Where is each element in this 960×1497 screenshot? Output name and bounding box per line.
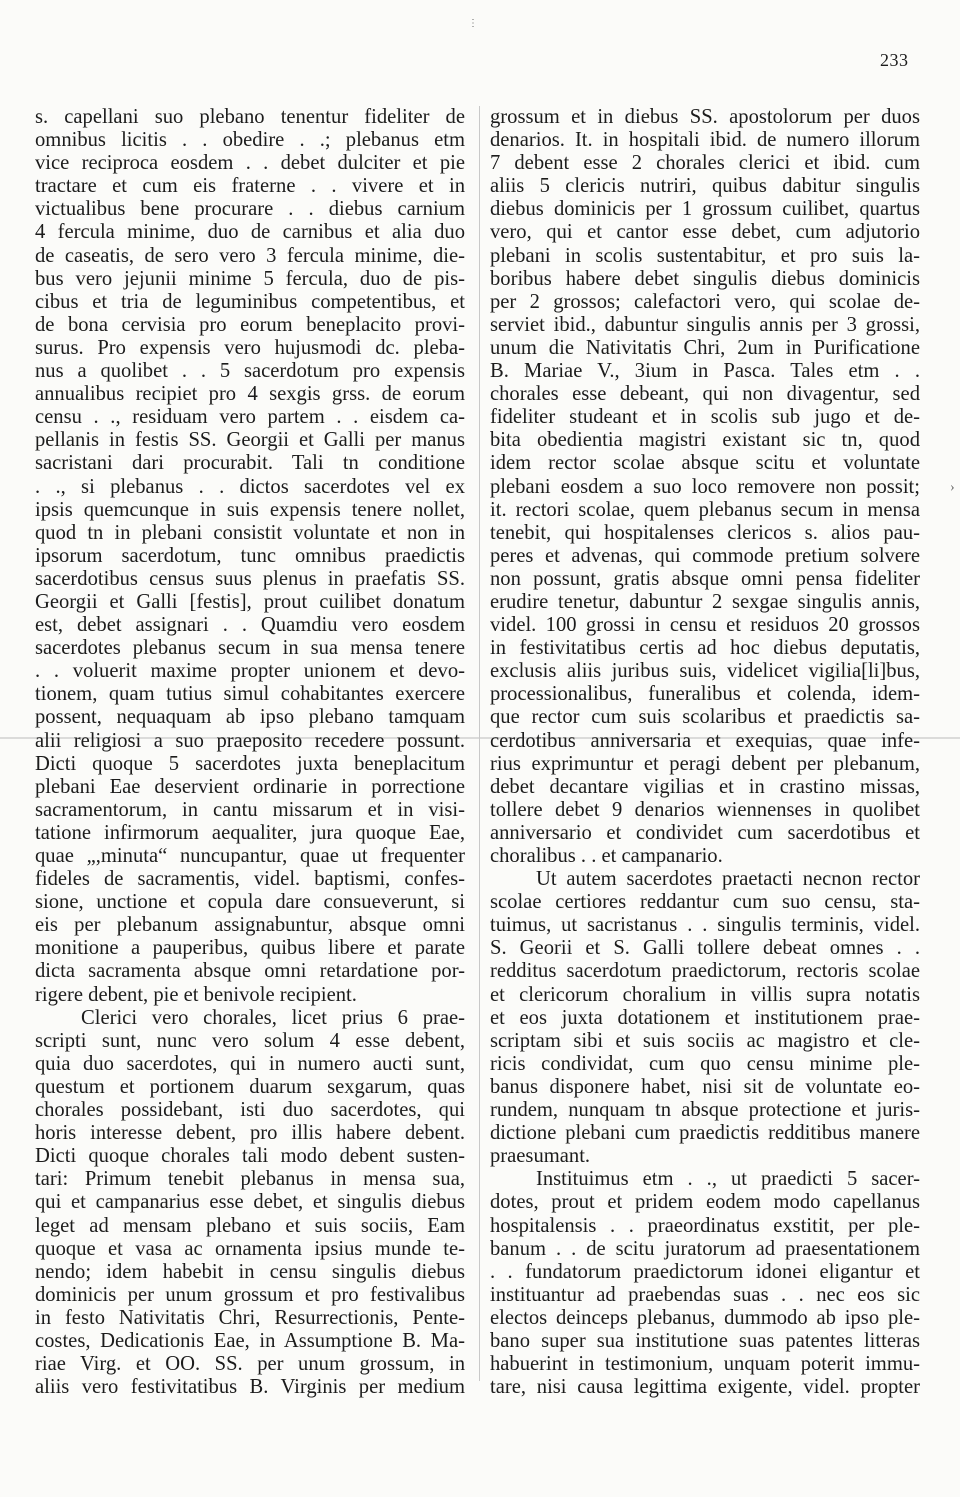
text-line: denarios. It. in hospitali ibid. de numero illorum bbox=[490, 129, 920, 152]
text-line: ipsis quemcunque in suis expensis tenere nollet, bbox=[35, 498, 465, 521]
text-line: sacramentorum, in cantu missarum et in visi- bbox=[35, 798, 465, 821]
text-line: tari: Primum tenebit plebanus in mensa sua, bbox=[35, 1168, 465, 1191]
text-line: choralibus . . et campanario. bbox=[490, 845, 723, 867]
text-line: . . voluerit maxime propter unionem et devo- bbox=[35, 660, 465, 683]
scan-speck: ⋮ bbox=[468, 18, 478, 29]
text-line: exclusis aliis juribus suis, videlicet vigilia[li]bus, bbox=[490, 660, 920, 683]
scan-speck: › bbox=[950, 480, 955, 495]
text-line: habuerint in testimonium, unquam poterit immu- bbox=[490, 1353, 920, 1376]
text-line: banus disponere habet, nisi sit de voluntate eo- bbox=[490, 1075, 920, 1098]
text-line: tollere debet 9 denarios wiennenses in quolibet bbox=[490, 798, 920, 821]
text-line: alii religiosi a suo praeposito recedere possunt. bbox=[35, 729, 465, 752]
text-line: ipsorum sacerdotum, tunc omnibus praedictis bbox=[35, 544, 465, 567]
text-line: scripti sunt, nunc vero solum 4 esse debent, bbox=[35, 1029, 465, 1052]
text-line: unum die Nativitatis Chri, 2um in Purificatione bbox=[490, 336, 920, 359]
text-line: et eos juxta dotationem et institutionem prae- bbox=[490, 1006, 920, 1029]
text-line: plebani eosdem a suo loco removere non possit; bbox=[490, 475, 920, 498]
page-number: 233 bbox=[880, 50, 909, 70]
text-line: et clericorum choralium in villis supra notatis bbox=[490, 983, 920, 1006]
text-line: diebus dominicis per 1 grossum cuilibet, quartus bbox=[490, 198, 920, 221]
text-line: Dicti quoque chorales tali modo debent susten- bbox=[35, 1145, 465, 1168]
text-line: de caseatis, de sero vero 3 fercula minime, die- bbox=[35, 244, 465, 267]
text-line: anniversario et condividet cum sacerdotibus et bbox=[490, 821, 920, 844]
text-line: omnibus licitis . . obedire . .; plebanus etm bbox=[35, 129, 465, 152]
text-line: 4 fercula minime, duo de carnibus et alia duo bbox=[35, 221, 465, 244]
text-line: annualibus recipiet pro 4 sexgis grss. de eorum bbox=[35, 383, 465, 406]
text-line: sione, unctione et copula dare consueverunt, si bbox=[35, 891, 465, 914]
text-line: de bona cervisia pro eorum beneplacito provi- bbox=[35, 313, 465, 336]
text-line: banum . . de scitu juratorum ad praesentationem bbox=[490, 1237, 920, 1260]
text-line: plebani in scolis sustentabitur, et pro suis la- bbox=[490, 244, 920, 267]
text-line: qui et campanarius esse debet, et singulis diebus bbox=[35, 1191, 465, 1214]
text-line: . . fundatorum praedictorum idonei eligantur et bbox=[490, 1260, 920, 1283]
right-text-column bbox=[490, 106, 920, 1399]
text-line: B. Mariae V., 3ium in Pasca. Tales etm . . bbox=[490, 360, 920, 383]
text-line: . ., si plebanus . . dictos sacerdotes vel ex bbox=[35, 475, 465, 498]
text-line: fideles de sacramentis, videl. baptismi, confes- bbox=[35, 868, 465, 891]
text-line: sacerdotibus census suus plenus in praefatis SS. bbox=[35, 567, 465, 590]
text-line: scolae certiores reddantur cum suo censu, sta- bbox=[490, 891, 920, 914]
text-line: tatione infirmorum aequaliter, jura quoque Eae, bbox=[35, 821, 465, 844]
text-line: plebani Eae deservient ordinarie in porrectione bbox=[35, 775, 465, 798]
text-line: dominicis per unum grossum et pro festivalibus bbox=[35, 1283, 465, 1306]
text-line: ricis condividat, cum quo censu minime ple- bbox=[490, 1052, 920, 1075]
text-line: Georgii et Galli [festis], prout cuilibet donatum bbox=[35, 590, 465, 613]
text-line: tare, nisi causa legittima exigente, videl. propter bbox=[490, 1376, 920, 1399]
text-line: quoque et vasa ac ornamenta ipsius munde te- bbox=[35, 1237, 465, 1260]
text-line: costes, Dedicationis Eae, in Assumptione B. Ma- bbox=[35, 1329, 465, 1352]
text-line: monitione a pauperibus, quibus libere et parate bbox=[35, 937, 465, 960]
text-line: idem rector scolae absque scitu et voluntate bbox=[490, 452, 920, 475]
text-line: surus. Pro expensis vero hujusmodi dc. pleba- bbox=[35, 336, 465, 359]
text-line: in festivitatibus certis ad hoc diebus deputatis, bbox=[490, 637, 920, 660]
text-line: per 2 grossos; calefactori vero, qui scolae de- bbox=[490, 290, 920, 313]
text-line: riae Virg. et OO. SS. per unum grossum, in bbox=[35, 1353, 465, 1376]
text-line: s. capellani suo plebano tenentur fideliter de bbox=[35, 106, 465, 128]
text-line: Dicti quoque 5 sacerdotes juxta beneplacitum bbox=[35, 752, 465, 775]
text-line: instituantur ad praebendas suas . . nec eos sic bbox=[490, 1283, 920, 1306]
text-line: electos deinceps plebanus, dummodo ab ipso ple- bbox=[490, 1306, 920, 1329]
text-line: fideliter studeant et in scolis sub jugo et de- bbox=[490, 406, 920, 429]
text-line: Ut autem sacerdotes praetacti necnon rector bbox=[536, 868, 920, 891]
text-line: scriptam sibi et suis sociis ac magistro et cle- bbox=[490, 1029, 920, 1052]
text-line: censu . ., residuam vero partem . . eisdem ca- bbox=[35, 406, 465, 429]
text-line: redditus sacerdotum praedictorum, rectoris scolae bbox=[490, 960, 920, 983]
text-line: grossum et in diebus SS. apostolorum per duos bbox=[490, 106, 920, 128]
text-line: praesumant. bbox=[490, 1145, 591, 1168]
text-line: nendo; idem habebit in censu singulis diebus bbox=[35, 1260, 465, 1283]
text-line: rigere debent, pie et benivole recipient. bbox=[35, 983, 357, 1006]
text-line: S. Georii et S. Galli tollere debeat omnes . . bbox=[490, 937, 920, 960]
text-line: sacerdotes plebanus secum in sua mensa tenere bbox=[35, 637, 465, 660]
text-line: erudire tenetur, dabuntur 2 sexgae singulis annis, bbox=[490, 590, 920, 613]
text-line: tionem, quam tutius simul cohabitantes exercere bbox=[35, 683, 465, 706]
text-line: quia duo sacerdotes, qui in numero aucti sunt, bbox=[35, 1052, 465, 1075]
text-line: chorales esse debeant, qui non divagentur, sed bbox=[490, 383, 920, 406]
text-line: bita obedientia magistri existant sic tn, quod bbox=[490, 429, 920, 452]
text-line: quod tn in plebani consistit voluntate et non in bbox=[35, 521, 465, 544]
text-line: sacristani dari procurabit. Tali tn conditione bbox=[35, 452, 465, 475]
text-line: rius exprimuntur et peragi debent per plebanum, bbox=[490, 752, 920, 775]
text-line: victualibus bene procurare . . diebus carnium bbox=[35, 198, 465, 221]
text-line: debet decantare vigilias et in crastino missas, bbox=[490, 775, 920, 798]
text-line: aliis vero festivitatibus B. Virginis per medium bbox=[35, 1376, 465, 1399]
text-line: possent, nequaquam ab ipso plebano tamquam bbox=[35, 706, 465, 729]
text-line: chorales possidebant, isti duo sacerdotes, qui bbox=[35, 1099, 465, 1122]
text-line: processionalibus, funeralibus et colenda, idem- bbox=[490, 683, 920, 706]
text-line: cibus et tria de leguminibus competentibus, et bbox=[35, 290, 465, 313]
text-line: eis per plebanum assignabuntur, absque omni bbox=[35, 914, 465, 937]
text-line: vice reciproca eosdem . . debet dulciter et pie bbox=[35, 152, 465, 175]
text-line: est, debet assignari . . Quamdiu vero eosdem bbox=[35, 614, 465, 637]
text-line: que rector cum suis scolaribus et praedictis sa- bbox=[490, 706, 920, 729]
text-line: aliis 5 clericis nutriri, quibus dabitur singulis bbox=[490, 175, 920, 198]
text-line: in festo Nativitatis Chri, Resurrectionis, Pente- bbox=[35, 1306, 465, 1329]
text-line: rundem, nunquam tn absque protectione et juris- bbox=[490, 1099, 920, 1122]
text-line: quae „,minuta“ nuncupantur, quae ut frequenter bbox=[35, 845, 465, 867]
text-line: it. rectori scolae, quem plebanus secum in mensa bbox=[490, 498, 920, 521]
column-divider bbox=[479, 106, 480, 1381]
text-line: bano super sua institutione suas patentes litteras bbox=[490, 1329, 920, 1352]
text-line: dictione plebani cum praedictis redditibus manere bbox=[490, 1122, 920, 1145]
text-line: questum et portionem duarum sexgarum, quas bbox=[35, 1075, 465, 1098]
text-line: dotes, prout et pridem eodem modo capellanus bbox=[490, 1191, 920, 1214]
text-line: hospitalensis . . praeordinatus exstitit, per ple- bbox=[490, 1214, 920, 1237]
text-line: videl. 100 grossi in censu et residuos 20 grossos bbox=[490, 614, 920, 637]
text-line: pellanis in festis SS. Georgii et Galli per manus bbox=[35, 429, 465, 452]
text-line: Clerici vero chorales, licet prius 6 prae- bbox=[81, 1006, 465, 1029]
text-line: boribus habere debet singulis diebus dominicis bbox=[490, 267, 920, 290]
text-line: peres et advenas, qui commode pretium solvere bbox=[490, 544, 920, 567]
text-line: vero, qui et cantor esse debet, cum adjutorio bbox=[490, 221, 920, 244]
text-line: tuimus, ut sacristanus . . singulis terminis, videl. bbox=[490, 914, 920, 937]
text-line: tractare et cum eis fraterne . . vivere et in bbox=[35, 175, 465, 198]
text-line: serviet ibid., dabuntur singulis annis per 3 grossi, bbox=[490, 313, 920, 336]
text-line: 7 debent esse 2 chorales clerici et ibid. cum bbox=[490, 152, 920, 175]
text-line: leget ad mensam plebano et suis sociis, Eam bbox=[35, 1214, 465, 1237]
text-line: non possunt, gratis absque omni pensa fideliter bbox=[490, 567, 920, 590]
text-line: dicta sacramenta absque omni retardatione por- bbox=[35, 960, 465, 983]
text-line: cerdotibus anniversaria et exequias, quae infe- bbox=[490, 729, 920, 752]
text-line: horis interesse debent, pro illis habere debent. bbox=[35, 1122, 465, 1145]
text-line: Instituimus etm . ., ut praedicti 5 sacer- bbox=[536, 1168, 920, 1191]
text-line: nus a quolibet . . 5 sacerdotum pro expensis bbox=[35, 360, 465, 383]
left-text-column bbox=[35, 106, 465, 1399]
text-line: bus vero jejunii minime 5 fercula, duo de pis- bbox=[35, 267, 465, 290]
text-line: tenebit, qui hospitalenses clericos s. alios pau- bbox=[490, 521, 920, 544]
